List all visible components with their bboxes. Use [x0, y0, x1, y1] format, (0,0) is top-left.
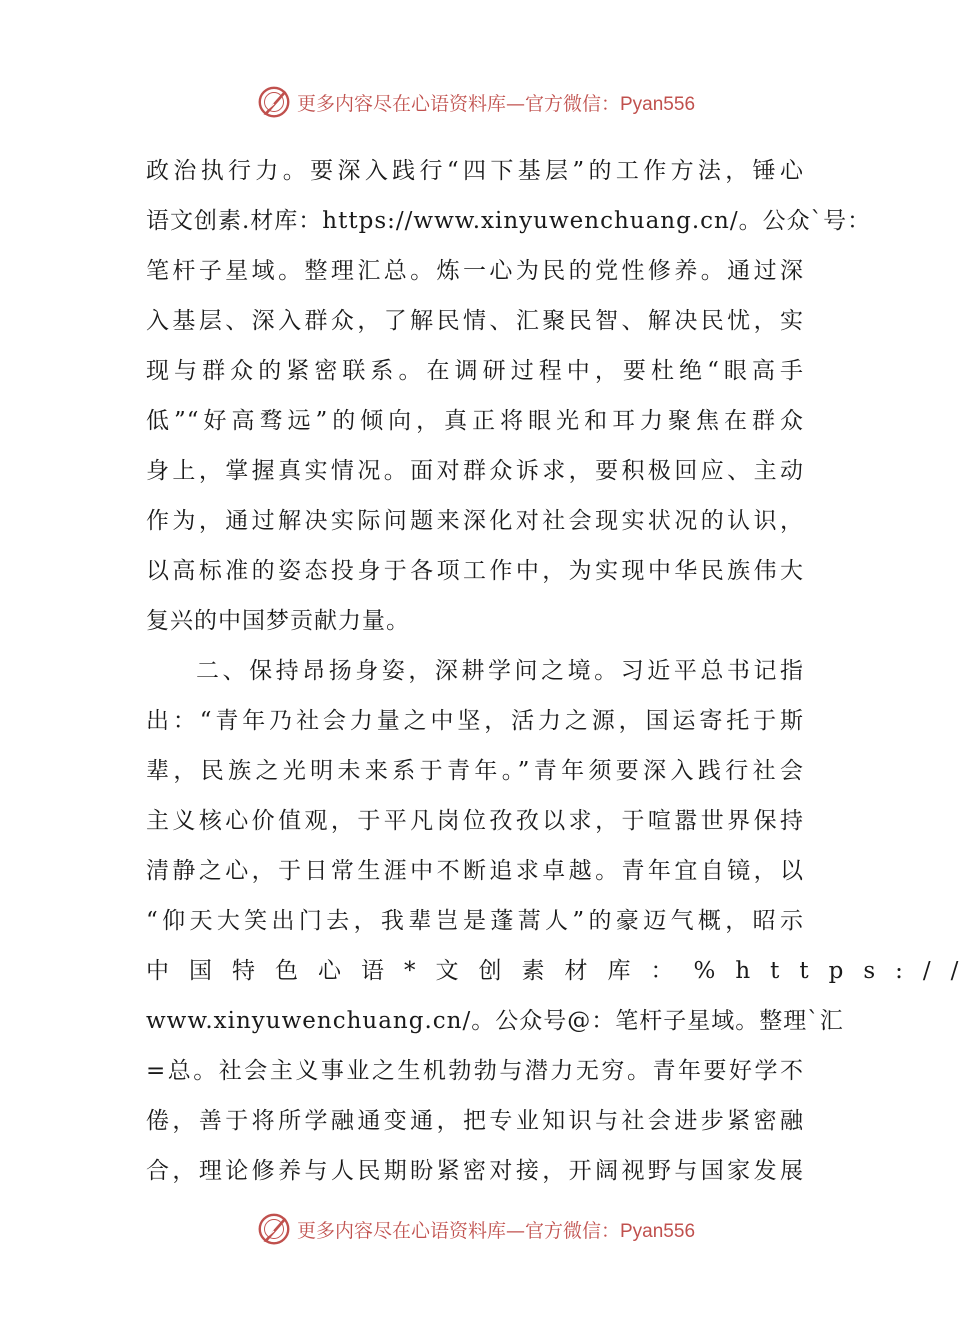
- text-line: “仰天大笑出门去，我辈岂是蓬蒿人”的豪迈气概，昭示: [146, 908, 804, 934]
- text-line: 笔杆子星域。整理汇总。炼一心为民的党性修养。通过深: [146, 258, 804, 284]
- document-body: [146, 146, 978, 1196]
- quill-pen-seal-icon: [255, 83, 293, 121]
- header-watermark-banner: [0, 82, 950, 122]
- wechat-id: Pyan556: [620, 1220, 696, 1242]
- banner-text: 更多内容尽在心语资料库—官方微信：Pyan556: [296, 1219, 696, 1242]
- wechat-id: Pyan556: [620, 93, 696, 115]
- text-line: 身上，掌握真实情况。面对群众诉求，要积极回应、主动: [146, 458, 804, 484]
- footer-watermark-banner: [0, 1209, 950, 1249]
- text-line: 中国特色心语*文创素材库：%https://: [146, 958, 978, 984]
- text-line: 倦，善于将所学融通变通，把专业知识与社会进步紧密融: [146, 1108, 804, 1134]
- text-line: 出：“青年乃社会力量之中坚，活力之源，国运寄托于斯: [146, 708, 804, 734]
- text-line: 政治执行力。要深入践行“四下基层”的工作方法，锤心: [146, 158, 804, 184]
- text-line: =总。社会主义事业之生机勃勃与潜力无穷。青年要好学不: [146, 1058, 804, 1084]
- text-line: 辈，民族之光明未来系于青年。”青年须要深入践行社会: [146, 758, 804, 784]
- text-line: 现与群众的紧密联系。在调研过程中，要杜绝“眼高手: [146, 358, 804, 384]
- text-line: 清静之心，于日常生涯中不断追求卓越。青年宜自镜，以: [146, 858, 804, 884]
- text-line: 二、保持昂扬身姿，深耕学问之境。习近平总书记指: [196, 658, 804, 684]
- paragraph-2: [146, 646, 978, 1196]
- text-line: 低”“好高骛远”的倾向，真正将眼光和耳力聚焦在群众: [146, 408, 804, 434]
- paragraph-1: [146, 146, 872, 646]
- text-line: 合，理论修养与人民期盼紧密对接，开阔视野与国家发展: [146, 1158, 804, 1184]
- text-line: www.xinyuwenchuang.cn/。公众号@：笔杆子星域。整理`汇: [146, 1008, 844, 1034]
- text-line: 主义核心价值观，于平凡岗位孜孜以求，于喧嚣世界保持: [146, 808, 804, 834]
- text-line: 语文创素.材库：https://www.xinyuwenchuang.cn/。公众`号：: [146, 208, 872, 234]
- quill-pen-seal-icon: [255, 1210, 293, 1248]
- text-line: 作为，通过解决实际问题来深化对社会现实状况的认识，: [146, 508, 804, 534]
- text-line: 入基层、深入群众，了解民情、汇聚民智、解决民忧，实: [146, 308, 804, 334]
- text-line: 复兴的中国梦贡献力量。: [146, 608, 410, 634]
- banner-text: 更多内容尽在心语资料库—官方微信：Pyan556: [296, 92, 696, 115]
- text-line: 以高标准的姿态投身于各项工作中，为实现中华民族伟大: [146, 558, 804, 584]
